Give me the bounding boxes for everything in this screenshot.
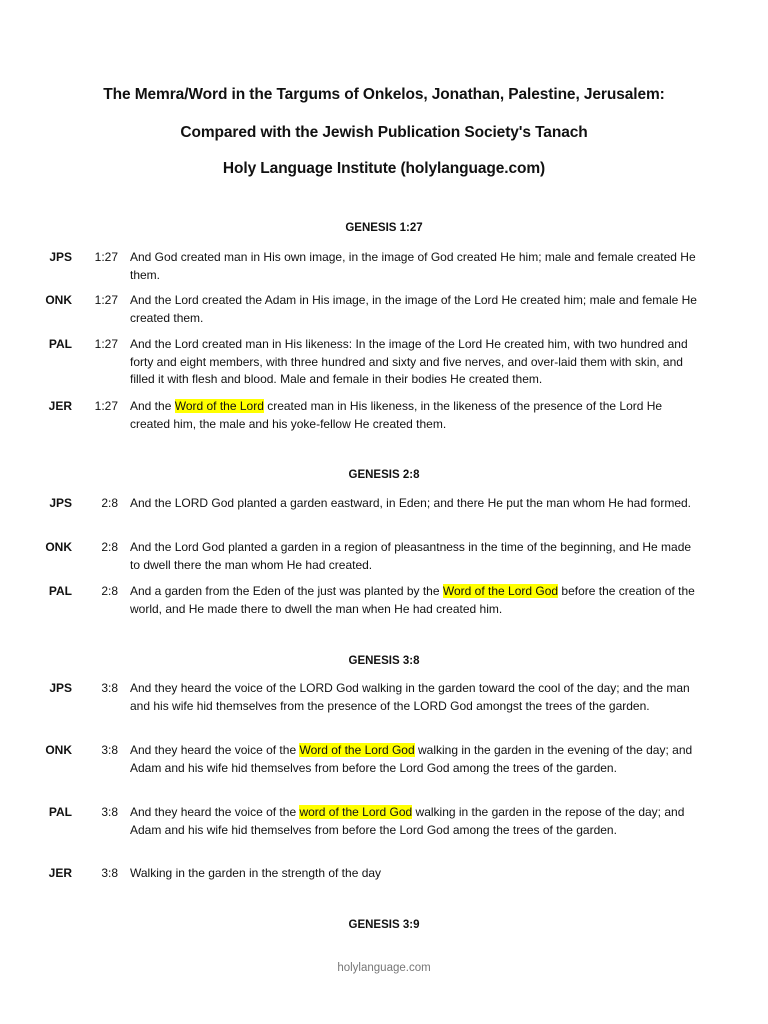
verse-text: And the Word of the Lord created man in His likeness, in the likeness of the presence of the Lord He created him, the male and his yoke-fellow He created them. — [130, 399, 663, 431]
verse-text: And the Lord God planted a garden in a region of pleasantness in the time of the beginning, and He made to dwell there the man whom He had created. — [130, 540, 692, 572]
section-heading: GENESIS 3:9 — [348, 919, 420, 931]
document-publisher: Holy Language Institute (holylanguage.com) — [222, 160, 546, 177]
section-heading: GENESIS 1:27 — [345, 222, 423, 234]
section-heading: GENESIS 2:8 — [348, 469, 420, 481]
verse-text: And the Lord created the Adam in His image, in the image of the Lord He created him; male and female He created them. — [130, 293, 697, 325]
verse-ref: 3:8 — [101, 805, 118, 819]
source-label: ONK — [45, 743, 72, 757]
memra-highlight: Word of the Lord God — [299, 743, 415, 757]
source-label: PAL — [48, 337, 72, 351]
source-label: JER — [48, 399, 72, 413]
verse-ref: 1:27 — [94, 399, 118, 413]
verse-ref: 3:8 — [101, 743, 118, 757]
verse-text: And God created man in His own image, in the image of God created He him; male and female created He them. — [130, 250, 696, 282]
source-label: JPS — [49, 496, 72, 510]
memra-highlight: Word of the Lord God — [442, 584, 559, 598]
verse-text: And a garden from the Eden of the just was planted by the Word of the Lord God before the creation of the world, and He made there to dwell the man when He had created him. — [130, 584, 695, 616]
verse-ref: 2:8 — [101, 540, 118, 554]
memra-highlight: word of the Lord God — [299, 805, 413, 819]
source-label: ONK — [45, 293, 72, 307]
verse-ref: 2:8 — [101, 584, 118, 598]
source-label: ONK — [45, 540, 72, 554]
verse-text: And they heard the voice of the word of the Lord God walking in the garden in the repose of the day; and Adam and his wife hid themselves from before the Lord God among the trees of the garden. — [130, 805, 685, 837]
verse-text: And they heard the voice of the Word of the Lord God walking in the garden in the evening of the day; and Adam and his wife hid themselves from before the Lord God among the trees of the garden. — [130, 743, 693, 775]
verse-ref: 1:27 — [94, 250, 118, 264]
source-label: JPS — [49, 681, 72, 695]
source-label: JPS — [49, 250, 72, 264]
verse-text: And the Lord created man in His likeness: In the image of the Lord He created him, with two hundred and forty and eight members, with three hundred and sixty and five nerves, and over-laid them with skin, and filled it with flesh and blood. Male and female in their bodies He created them. — [130, 337, 688, 386]
document-subtitle: Compared with the Jewish Publication Society's Tanach — [180, 124, 588, 141]
verse-ref: 1:27 — [94, 293, 118, 307]
verse-text: And they heard the voice of the LORD God walking in the garden toward the cool of the day; and the man and his wife hid themselves from the presence of the LORD God amongst the trees of the garden. — [130, 681, 690, 713]
verse-ref: 1:27 — [94, 337, 118, 351]
section-heading: GENESIS 3:8 — [348, 655, 420, 667]
source-label: PAL — [48, 805, 72, 819]
verse-text: And the LORD God planted a garden eastward, in Eden; and there He put the man whom He had formed. — [130, 496, 692, 510]
source-label: PAL — [48, 584, 72, 598]
verse-ref: 2:8 — [101, 496, 118, 510]
source-label: JER — [48, 866, 72, 880]
verse-text: Walking in the garden in the strength of the day — [130, 866, 382, 880]
verse-ref: 3:8 — [101, 681, 118, 695]
document-title: The Memra/Word in the Targums of Onkelos, Jonathan, Palestine, Jerusalem: — [103, 86, 665, 103]
verse-ref: 3:8 — [101, 866, 118, 880]
memra-highlight: Word of the Lord — [174, 399, 264, 413]
footer-link[interactable]: holylanguage.com — [337, 962, 431, 974]
